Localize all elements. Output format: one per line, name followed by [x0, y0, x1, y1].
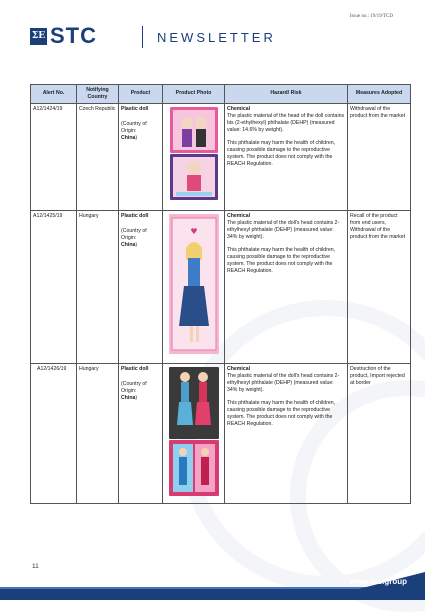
product-photo	[170, 154, 218, 200]
table-row	[31, 211, 411, 364]
hazard-type: Chemical	[227, 365, 251, 372]
origin-label: (Country of Origin:	[121, 380, 147, 394]
notifying-country: Czech Republic	[77, 104, 119, 211]
table-row	[31, 104, 411, 211]
hazard-cell	[225, 211, 348, 364]
newsletter-title: NEWSLETTER	[157, 30, 276, 45]
footer-website[interactable]: www.stc.group	[349, 577, 407, 586]
alerts-table	[30, 84, 411, 504]
origin-close: )	[135, 134, 138, 141]
product-cell	[119, 104, 163, 211]
hazard-description: The plastic material of the head of the doll contains bis (2-ethylhexyl) phthalate (DEHP) (measured value: 14.6% by weight).	[227, 112, 345, 133]
origin-country: China	[121, 241, 136, 248]
product-photo	[169, 367, 219, 439]
page-number: 11	[32, 563, 39, 570]
product-name: Plastic doll	[121, 212, 149, 219]
product-photo-cell	[163, 104, 225, 211]
measures-adopted: Destruction of the product, Import rejected at border	[348, 364, 411, 504]
header-notifying-country: Notifying Country	[77, 85, 119, 104]
notifying-country: Hungary	[77, 364, 119, 504]
alert-number: A12/1425/19	[31, 211, 77, 364]
issue-number: Issue no.: 19/19/TCD	[349, 14, 393, 19]
header-divider	[142, 26, 143, 48]
product-photo	[170, 107, 218, 153]
table-row	[31, 364, 411, 504]
hazard-risk-text: This phthalate may harm the health of children, causing possible damage to the reproductive system. The product does not comply with the REACH Regulation.	[227, 399, 336, 427]
hazard-risk-text: This phthalate may harm the health of children, causing possible damage to the reproductive system. The product does not comply with the REACH Regulation.	[227, 139, 336, 167]
hazard-cell	[225, 104, 348, 211]
origin-close: )	[135, 241, 138, 248]
svg-text:♥: ♥	[189, 226, 198, 236]
hazard-cell	[225, 364, 348, 504]
origin-label: (Country of Origin:	[121, 120, 147, 134]
hazard-description: The plastic material of the doll's head contains 2-ethylhexyl phthalate (DEHP) (measured value: 34% by weight).	[227, 372, 340, 393]
stc-logo	[30, 25, 97, 47]
logo-mark: ΣE	[30, 28, 47, 45]
logo-text: STC	[50, 23, 97, 48]
product-cell	[119, 211, 163, 364]
product-cell	[119, 364, 163, 504]
measures-adopted: Recall of the product from end users, Withdrawal of the product from the market	[348, 211, 411, 364]
alert-number: A12/1426/19	[31, 364, 77, 504]
product-photo-cell	[163, 211, 225, 364]
header-hazard-risk: Hazard/ Risk	[225, 85, 348, 104]
product-photo-cell	[163, 364, 225, 504]
product-name: Plastic doll	[121, 105, 149, 112]
hazard-type: Chemical	[227, 212, 251, 219]
origin-country: China	[121, 134, 136, 141]
hazard-risk-text: This phthalate may harm the health of children, causing possible damage to the reproductive system. The product does not comply with the REACH Regulation.	[227, 246, 336, 274]
hazard-description: The plastic material of the doll's head contains 2-ethylhexyl phthalate (DEHP) (measured value: 34% by weight).	[227, 219, 340, 240]
product-photo	[169, 440, 219, 496]
measures-adopted: Withdrawal of the product from the market	[348, 104, 411, 211]
notifying-country: Hungary	[77, 211, 119, 364]
product-photo	[169, 214, 219, 354]
hazard-type: Chemical	[227, 105, 251, 112]
origin-label: (Country of Origin:	[121, 227, 147, 241]
alert-number: A12/1424/19	[31, 104, 77, 211]
origin-country: China	[121, 394, 136, 401]
header-alert-no: Alert No.	[31, 85, 77, 104]
header-product: Product	[119, 85, 163, 104]
table-header-row	[31, 85, 411, 104]
header-measures-adopted: Measures Adopted	[348, 85, 411, 104]
origin-close: )	[135, 394, 138, 401]
product-name: Plastic doll	[121, 365, 149, 372]
header-product-photo: Product Photo	[163, 85, 225, 104]
